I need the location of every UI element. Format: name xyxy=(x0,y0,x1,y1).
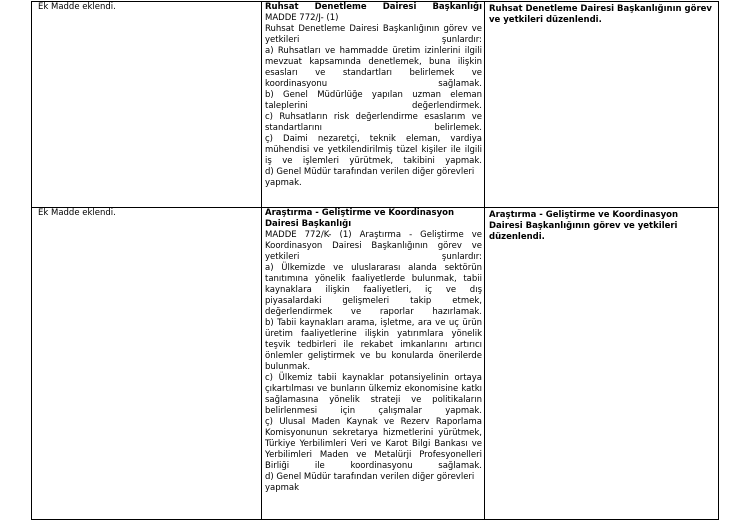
article-line: standartlarını belirlemek. xyxy=(265,123,482,133)
table-row xyxy=(32,208,719,520)
article-line: mühendisi ve yetkilendirilmiş tüzel kişiler ile ilgili xyxy=(265,145,482,155)
article-line: Ruhsat Denetleme Dairesi Başkanlığının görev ve xyxy=(265,24,482,34)
article-title: Ruhsat Denetleme Dairesi Başkanlığı xyxy=(265,2,482,12)
change-note: Ek Madde eklendi. xyxy=(32,2,262,208)
amendment-table xyxy=(31,1,719,520)
article-line: a) Ülkemizde ve uluslararası alanda sektörün xyxy=(265,263,482,273)
article-line: d) Genel Müdür tarafından verilen diğer görevleri xyxy=(265,472,475,482)
article-line: a) Ruhsatları ve hammadde üretim izinlerini ilgili xyxy=(265,46,482,56)
article-line: Türkiye Yerbilimleri Veri ve Karot Bilgi Bankası ve xyxy=(265,439,482,449)
article-line: tanıtımına yönelik faaliyetlerde bulunmak, tabii xyxy=(265,274,482,284)
article-title: Araştırma - Geliştirme ve Koordinasyon Dairesi Başkanlığı xyxy=(265,208,455,229)
change-description: Ruhsat Denetleme Dairesi Başkanlığının görev ve yetkileri düzenlendi. xyxy=(485,2,719,208)
article-line: teşvik tedbirleri ile rekabet imkanlarını artırıcı xyxy=(265,340,482,350)
article-line: çıkartılması ve bunların ülkemiz ekonomisine katkı xyxy=(265,384,482,394)
change-description: Araştırma - Geliştirme ve Koordinasyon Dairesi Başkanlığının görev ve yetkileri düzenlendi. xyxy=(485,208,719,520)
article-line: ç) Daimi nezaretçi, teknik eleman, vardiya xyxy=(265,134,482,144)
article-line: d) Genel Müdür tarafından verilen diğer görevleri xyxy=(265,167,475,177)
article-line: Koordinasyon Dairesi Başkanlığının görev ve xyxy=(265,241,482,251)
article-line: kaynaklara ilişkin faaliyetleri, iç ve dış xyxy=(265,285,482,295)
article-line: b) Genel Müdürlüğe yapılan uzman eleman xyxy=(265,90,482,100)
article-line: üretim faaliyetlerine ilişkin yatırımlara yönelik xyxy=(265,329,482,339)
article-line: esasları ve standartları belirlemek ve xyxy=(265,68,482,78)
article-line: yapmak xyxy=(265,483,300,493)
article-body xyxy=(265,230,482,494)
article-body xyxy=(265,13,482,189)
article-line: iş ve işlemleri yürütmek, takibini yapmak. xyxy=(265,156,482,166)
table-row xyxy=(32,2,719,208)
article-line: önlemler geliştirmek ve bu konularda önerilerde xyxy=(265,351,482,361)
change-note: Ek Madde eklendi. xyxy=(32,208,262,520)
article-line: yapmak. xyxy=(265,178,302,188)
article-line: ç) Ulusal Maden Kaynak ve Rezerv Raporlama xyxy=(265,417,482,427)
article-line: bulunmak. xyxy=(265,362,311,372)
article-line: koordinasyonu sağlamak. xyxy=(265,79,482,89)
article-line: Birliği ile koordinasyonu sağlamak. xyxy=(265,461,482,471)
article-line: sağlamasına yönelik strateji ve politikaların xyxy=(265,395,482,405)
article-line: Yerbilimleri Maden ve Metalürji Profesyonelleri xyxy=(265,450,482,460)
article-line: Komisyonunun sekretarya hizmetlerini yürütmek, xyxy=(265,428,482,438)
article-line: yetkileri şunlardır: xyxy=(265,35,482,45)
article-line: c) Ülkemiz tabii kaynaklar potansiyelinin ortaya xyxy=(265,373,482,383)
article-line: mevzuat kapsamında denetlemek, buna ilişkin xyxy=(265,57,482,67)
article-line: yetkileri şunlardır: xyxy=(265,252,482,262)
table-body xyxy=(32,2,719,520)
article-line: MADDE 772/J- (1) xyxy=(265,13,339,23)
article-line: b) Tabii kaynakları arama, işletme, ara ve uç ürün xyxy=(265,318,482,328)
article-text-cell xyxy=(262,2,485,208)
article-line: c) Ruhsatların risk değerlendirme esaslarım ve xyxy=(265,112,482,122)
article-line: piyasalardaki gelişmeleri takip etmek, xyxy=(265,296,482,306)
article-line: değerlendirmek ve raporlar hazırlamak. xyxy=(265,307,482,317)
article-text-cell xyxy=(262,208,485,520)
article-line: belirlenmesi için çalışmalar yapmak. xyxy=(265,406,482,416)
article-line: taleplerini değerlendirmek. xyxy=(265,101,482,111)
article-line: MADDE 772/K- (1) Araştırma - Geliştirme ve xyxy=(265,230,482,240)
